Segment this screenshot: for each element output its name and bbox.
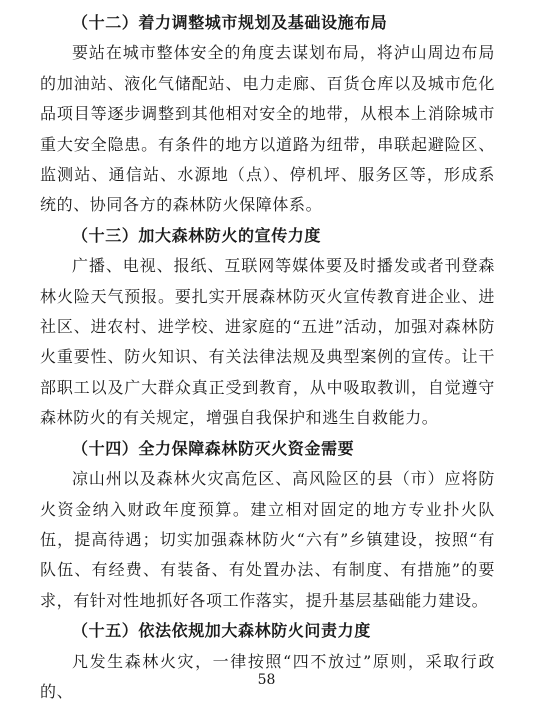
page-number: 58 (257, 672, 276, 688)
section-heading-12: （十二）着力调整城市规划及基础设施布局 (72, 13, 388, 32)
section-paragraph-15: 凡发生森林火灾，一律按照“四不放过”原则，采取行政的、 (40, 651, 495, 701)
section-paragraph-13: 广播、电视、报纸、互联网等媒体要及时播发或者刊登森林火险天气预报。要扎实开展森林防灭火宣传教育进企业、进社区、进农村、进学校、进家庭的“五进”活动，加强对森林防火重要性、防火知识、有关法律法规及典型案例的宣传。让干部职工以及广大群众真正受到教育，从中吸取教训，自觉遵守森林防火的有关规定，增强自我保护和逃生自救能力。 (40, 256, 495, 428)
section-paragraph-12: 要站在城市整体安全的角度去谋划布局，将泸山周边布局的加油站、液化气储配站、电力走廊、百货仓库以及城市危化品项目等逐步调整到其他相对安全的地带，从根本上消除城市重大安全隐患。有条件的地方以道路为纽带，串联起避险区、监测站、通信站、水源地（点）、停机坪、服务区等，形成系统的、协同各方的森林防火保障体系。 (40, 43, 495, 215)
section-heading-14: （十四）全力保障森林防灭火资金需要 (72, 438, 355, 458)
section-heading-13: （十三）加大森林防火的宣传力度 (72, 225, 322, 245)
section-paragraph-14: 凉山州以及森林火灾高危区、高风险区的县（市）应将防火资金纳入财政年度预算。建立相对固定的地方专业扑火队伍，提高待遇；切实加强森林防火“六有”乡镇建设，按照“有队伍、有经费、有装备、有处置办法、有制度、有措施”的要求，有针对性地抓好各项工作落实，提升基层基础能力建设。 (40, 469, 495, 610)
document-body (40, 8, 495, 707)
section-heading-15: （十五）依法依规加大森林防火问责力度 (72, 621, 371, 641)
